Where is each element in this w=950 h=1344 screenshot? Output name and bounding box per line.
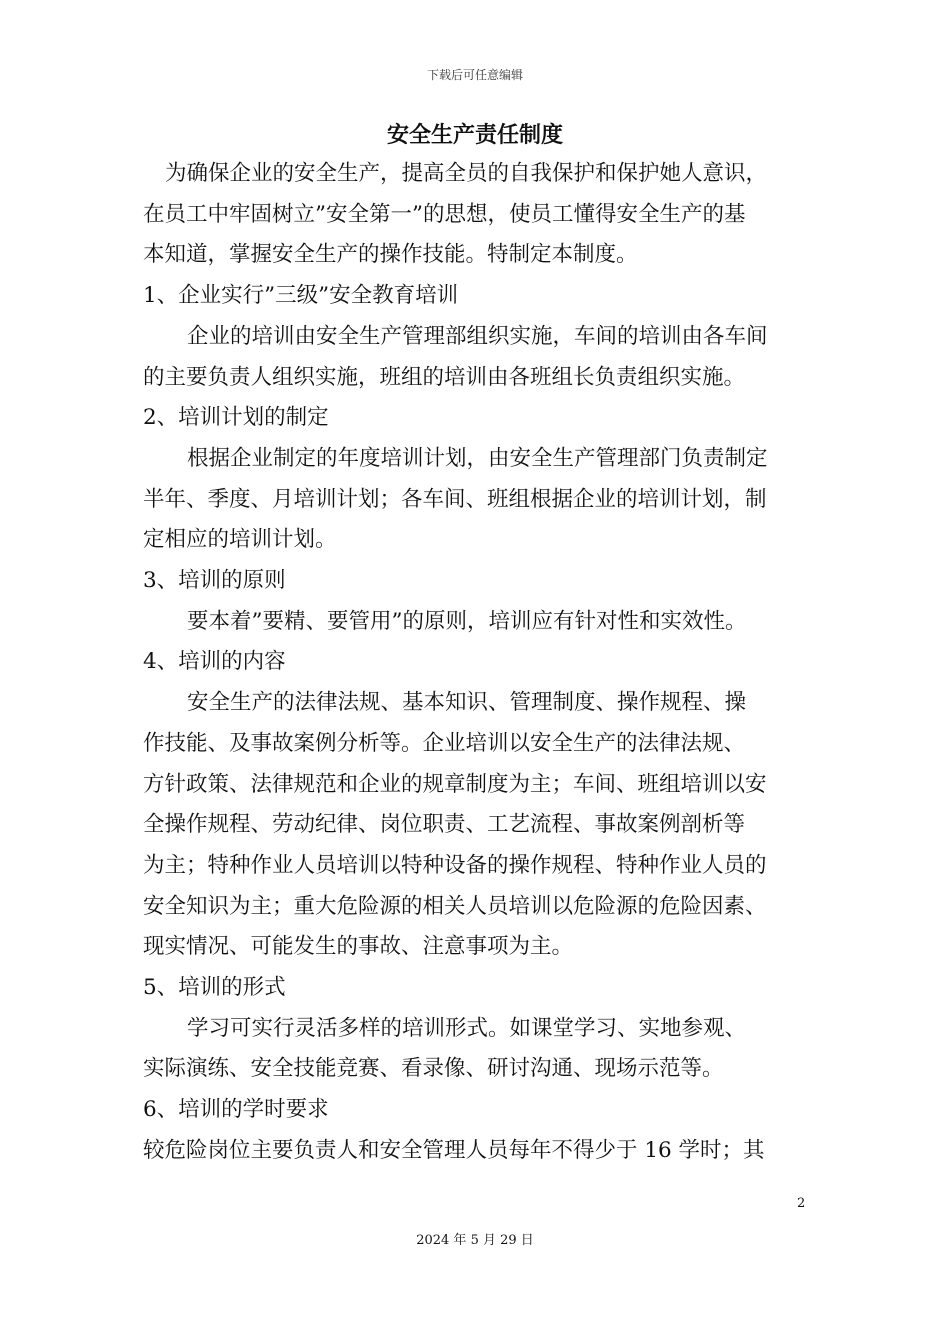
section-4-line-1: 安全生产的法律法规、基本知识、管理制度、操作规程、操 — [187, 690, 747, 716]
intro-line-1: 为确保企业的安全生产，提高全员的自我保护和保护她人意识， — [165, 161, 768, 186]
document-body — [143, 154, 809, 1172]
section-4-line-6: 安全知识为主；重大危险源的相关人员培训以危险源的危险因素、 — [143, 893, 767, 919]
intro-line-3: 本知道，掌握安全生产的操作技能。特制定本制度。 — [143, 242, 638, 268]
section-heading-1: 1、企业实行”三级”安全教育培训 — [143, 283, 459, 309]
intro-line-2: 在员工中牢固树立”安全第一”的思想，使员工懂得安全生产的基 — [143, 201, 746, 227]
page-number: 2 — [797, 1196, 806, 1211]
footer-date: 2024 年 5 月 29 日 — [416, 1233, 534, 1248]
section-1-line-2: 的主要负责人组织实施，班组的培训由各班组长负责组织实施。 — [143, 364, 746, 390]
section-5-line-1: 学习可实行灵活多样的培训形式。如课堂学习、实地参观、 — [187, 1015, 747, 1041]
section-heading-6: 6、培训的学时要求 — [143, 1097, 329, 1123]
header-note: 下载后可任意编辑 — [426, 68, 523, 82]
section-2-line-2: 半年、季度、月培训计划；各车间、班组根据企业的培训计划，制 — [143, 486, 767, 512]
section-4-line-3: 方针政策、法律规范和企业的规章制度为主；车间、班组培训以安 — [143, 771, 767, 797]
section-1-line-1: 企业的培训由安全生产管理部组织实施，车间的培训由各车间 — [187, 323, 768, 349]
section-heading-2: 2、培训计划的制定 — [143, 405, 329, 431]
section-4-line-7: 现实情况、可能发生的事故、注意事项为主。 — [143, 934, 574, 960]
section-6-line-1: 较危险岗位主要负责人和安全管理人员每年不得少于 16 学时；其 — [143, 1137, 765, 1163]
section-5-line-2: 实际演练、安全技能竞赛、看录像、研讨沟通、现场示范等。 — [143, 1056, 724, 1082]
section-4-line-2: 作技能、及事故案例分析等。企业培训以安全生产的法律法规、 — [143, 730, 746, 756]
section-heading-4: 4、培训的内容 — [143, 649, 286, 675]
section-2-line-3: 定相应的培训计划。 — [143, 527, 337, 553]
document-title: 安全生产责任制度 — [386, 122, 563, 148]
section-heading-5: 5、培训的形式 — [143, 975, 286, 1001]
section-heading-3: 3、培训的原则 — [143, 568, 286, 594]
section-3-line-1: 要本着”要精、要管用”的原则，培训应有针对性和实效性。 — [187, 608, 747, 634]
section-4-line-5: 为主；特种作业人员培训以特种设备的操作规程、特种作业人员的 — [143, 852, 767, 878]
section-2-line-1: 根据企业制定的年度培训计划，由安全生产管理部门负责制定 — [187, 445, 768, 471]
section-4-line-4: 全操作规程、劳动纪律、岗位职责、工艺流程、事故案例剖析等 — [143, 812, 746, 838]
